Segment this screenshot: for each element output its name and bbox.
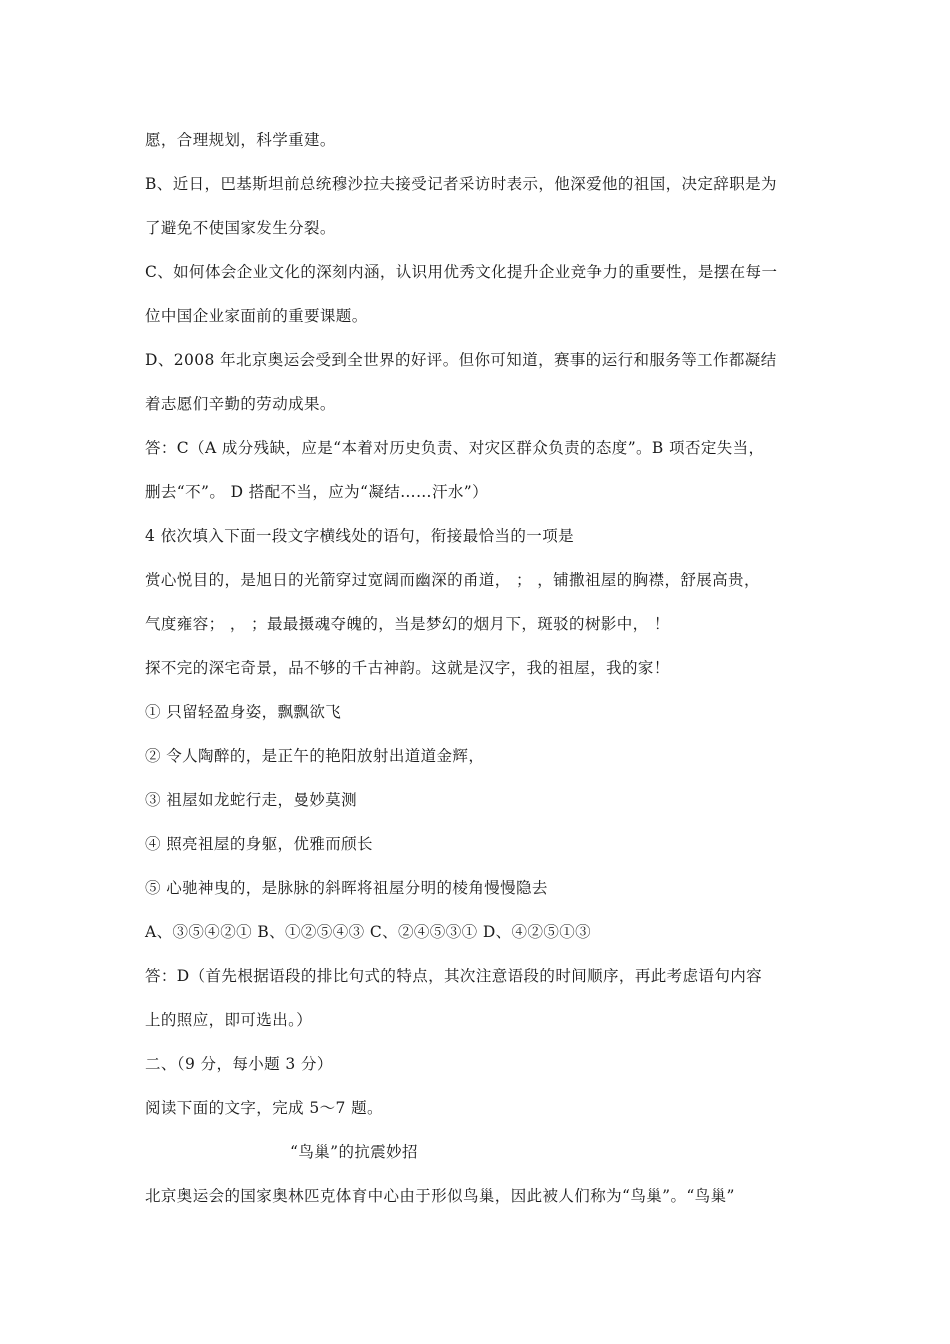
article-line-1: 北京奥运会的国家奥林匹克体育中心由于形似鸟巢，因此被人们称为“鸟巢”。“鸟巢” <box>145 1187 735 1205</box>
section-heading: 二、（9 分，每小题 3 分） <box>145 1055 333 1073</box>
choice-item-1: ① 只留轻盈身姿，飘飘欲飞 <box>145 703 342 721</box>
passage-line-1: 赏心悦目的，是旭日的光箭穿过宽阔而幽深的甬道， ； ，铺撒祖屋的胸襟，舒展高贵， <box>145 571 760 589</box>
choice-item-3: ③ 祖屋如龙蛇行走，曼妙莫测 <box>145 791 358 809</box>
choice-item-2: ② 令人陶醉的，是正午的艳阳放射出道道金辉， <box>145 747 485 765</box>
reading-instruction: 阅读下面的文字，完成 5～7 题。 <box>145 1099 383 1117</box>
text-line: 愿，合理规划，科学重建。 <box>145 131 336 149</box>
document-page <box>145 118 815 1218</box>
passage-line-2: 气度雍容； ， ；最最摄魂夺魄的，当是梦幻的烟月下，斑驳的树影中， ！ <box>145 615 670 633</box>
passage-line-3: 探不完的深宅奇景，品不够的千古神韵。这就是汉字，我的祖屋，我的家！ <box>145 659 670 677</box>
question-4-prompt: 4 依次填入下面一段文字横线处的语句，衔接最恰当的一项是 <box>145 527 574 545</box>
option-d-line-1: D、2008 年北京奥运会受到全世界的好评。但你可知道，赛事的运行和服务等工作都凝结 <box>145 351 777 369</box>
choice-item-4: ④ 照亮祖屋的身躯，优雅而颀长 <box>145 835 373 853</box>
answer-4-line-1: 答：D（首先根据语段的排比句式的特点，其次注意语段的时间顺序，再此考虑语句内容 <box>145 967 763 985</box>
option-b-line-1: B、近日，巴基斯坦前总统穆沙拉夫接受记者采访时表示，他深爱他的祖国，决定辞职是为 <box>145 175 777 193</box>
option-b-line-2: 了避免不使国家发生分裂。 <box>145 219 336 237</box>
option-c-line-2: 位中国企业家面前的重要课题。 <box>145 307 368 325</box>
option-d-line-2: 着志愿们辛勤的劳动成果。 <box>145 395 336 413</box>
option-c-line-1: C、如何体会企业文化的深刻内涵，认识用优秀文化提升企业竞争力的重要性，是摆在每一 <box>145 263 778 281</box>
answer-3-line-1: 答：C（A 成分残缺，应是“本着对历史负责、对灾区群众负责的态度”。B 项否定失当， <box>145 439 765 457</box>
choice-item-5: ⑤ 心驰神曳的，是脉脉的斜晖将祖屋分明的棱角慢慢隐去 <box>145 879 548 897</box>
answer-4-line-2: 上的照应，即可选出。） <box>145 1011 313 1029</box>
answer-options: A、③⑤④②① B、①②⑤④③ C、②④⑤③① D、④②⑤①③ <box>145 923 592 941</box>
article-title: “鸟巢”的抗震妙招 <box>290 1143 418 1161</box>
answer-3-line-2: 删去“不”。 D 搭配不当，应为“凝结……汗水”） <box>145 483 488 501</box>
